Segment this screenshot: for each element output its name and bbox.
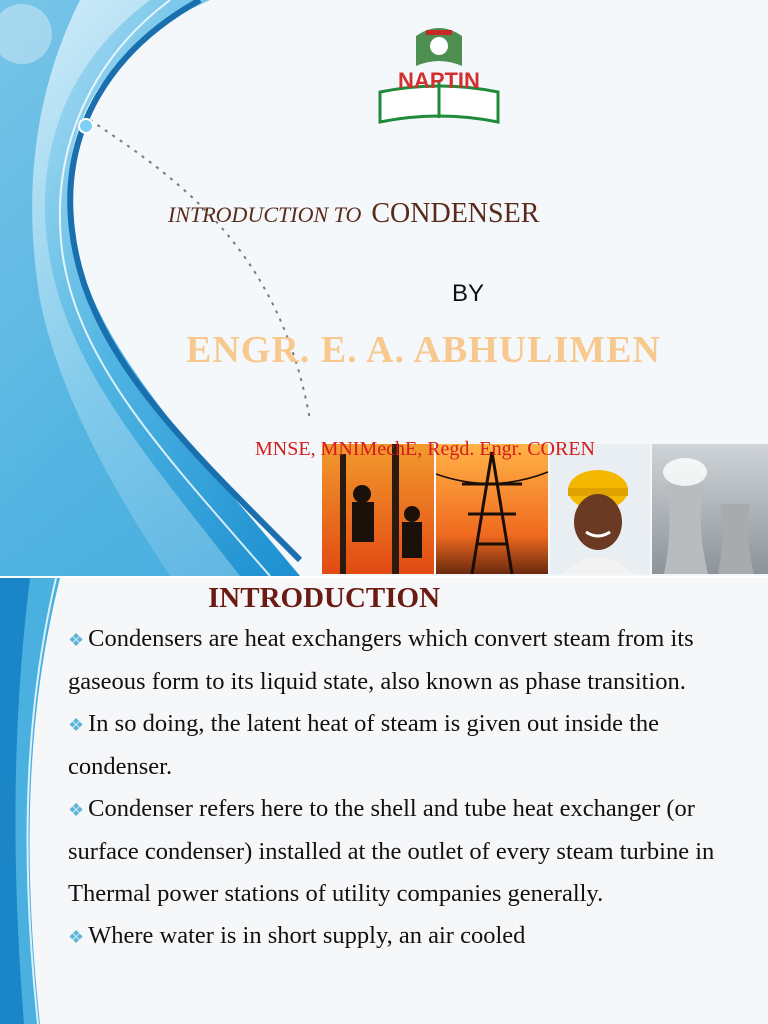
pylon-photo xyxy=(436,444,548,574)
linemen-photo xyxy=(322,444,434,574)
diamond-bullet-icon: ❖ xyxy=(68,927,85,947)
bullet-item: ❖ Where water is in short supply, an air cooled xyxy=(68,922,526,949)
diamond-bullet-icon: ❖ xyxy=(68,715,85,735)
bullet-item: ❖ Condensers are heat exchangers which convert steam from its gaseous form to its liquid state, also known as phase transition. xyxy=(68,625,694,695)
logo-text: NAPTIN xyxy=(398,68,480,93)
bullet-item: ❖ Condenser refers here to the shell and tube heat exchanger (or surface condenser) installed at the outlet of every steam turbine in Thermal power stations of utility companies generally. xyxy=(68,795,715,907)
introduction-slide xyxy=(0,578,768,1024)
bullet-list xyxy=(68,618,760,958)
diamond-bullet-icon: ❖ xyxy=(68,800,85,820)
diamond-bullet-icon: ❖ xyxy=(68,630,85,650)
photo-collage xyxy=(322,444,768,574)
title-part-1: INTRODUCTION TO xyxy=(168,202,362,227)
author-credentials: MNSE, MNIMechE, Regd. Engr. COREN xyxy=(255,438,595,460)
author-name: ENGR. E. A. ABHULIMEN xyxy=(186,329,661,371)
cooling-tower-photo xyxy=(652,444,768,574)
slide-heading: INTRODUCTION xyxy=(208,582,441,614)
naptin-logo xyxy=(372,22,506,130)
engineer-photo xyxy=(550,444,650,574)
slide-title xyxy=(168,198,539,230)
title-part-2: CONDENSER xyxy=(371,198,540,229)
bullet-item: ❖ In so doing, the latent heat of steam is given out inside the condenser. xyxy=(68,710,660,780)
by-label: BY xyxy=(452,280,485,307)
